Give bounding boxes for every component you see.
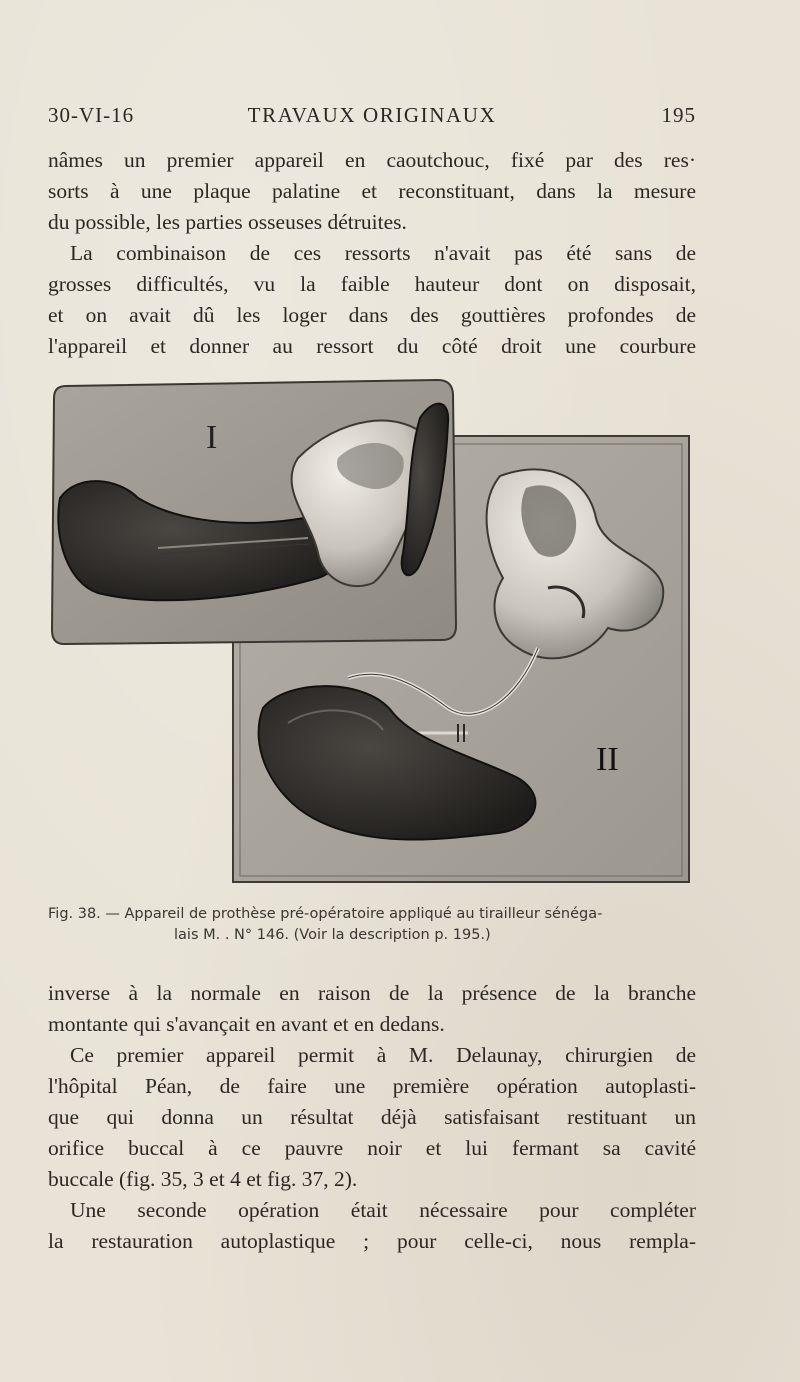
text-line: Ce premier appareil permit à M. Delaunay, chirurgien de (70, 1043, 696, 1067)
text-line: l'appareil et donner au ressort du côté droit une courbure (48, 334, 696, 358)
figure-photograph (48, 378, 696, 888)
text-line: grosses difficultés, vu la faible hauteur dont on disposait, (48, 272, 696, 296)
text-line: sorts à une plaque palatine et reconstituant, dans la mesure (48, 179, 696, 203)
text-line: montante qui s'avançait en avant et en dedans. (48, 1012, 445, 1036)
text-line: l'hôpital Péan, de faire une première opération autoplasti- (48, 1074, 696, 1098)
page-number: 195 (661, 103, 696, 127)
text-line: la restauration autoplastique ; pour celle-ci, nous rempla- (48, 1229, 696, 1253)
header-date: 30-VI-16 (48, 103, 135, 127)
text-line: du possible, les parties osseuses détruites. (48, 210, 407, 234)
figure-caption (48, 904, 696, 946)
text-line: Une seconde opération était nécessaire pour compléter (70, 1198, 696, 1222)
photo-panel-i (52, 380, 456, 644)
text-line: et on avait dû les loger dans des gouttières profondes de (48, 303, 696, 327)
prosthesis-photo (48, 378, 696, 888)
text-line: nâmes un premier appareil en caoutchouc, fixé par des res· (48, 148, 696, 172)
text-line: orifice buccal à ce pauvre noir et lui fermant sa cavité (48, 1136, 696, 1160)
text-line: buccale (fig. 35, 3 et 4 et fig. 37, 2). (48, 1167, 358, 1191)
caption-line: lais M. . N° 146. (Voir la description p. 195.) (174, 927, 491, 943)
header-section-title: TRAVAUX ORIGINAUX (247, 103, 497, 127)
text-line: que qui donna un résultat déjà satisfaisant restituant un (48, 1105, 696, 1129)
text-line: inverse à la normale en raison de la présence de la branche (48, 981, 696, 1005)
caption-line: Fig. 38. — Appareil de prothèse pré-opératoire appliqué au tirailleur sénéga- (48, 906, 603, 922)
text-line: La combinaison de ces ressorts n'avait pas été sans de (70, 241, 696, 265)
figure-label-ii: II (596, 741, 619, 778)
paragraph-bottom (48, 978, 696, 1257)
paragraph-top (48, 145, 696, 362)
figure-label-i: I (206, 419, 218, 456)
running-header (48, 103, 696, 133)
